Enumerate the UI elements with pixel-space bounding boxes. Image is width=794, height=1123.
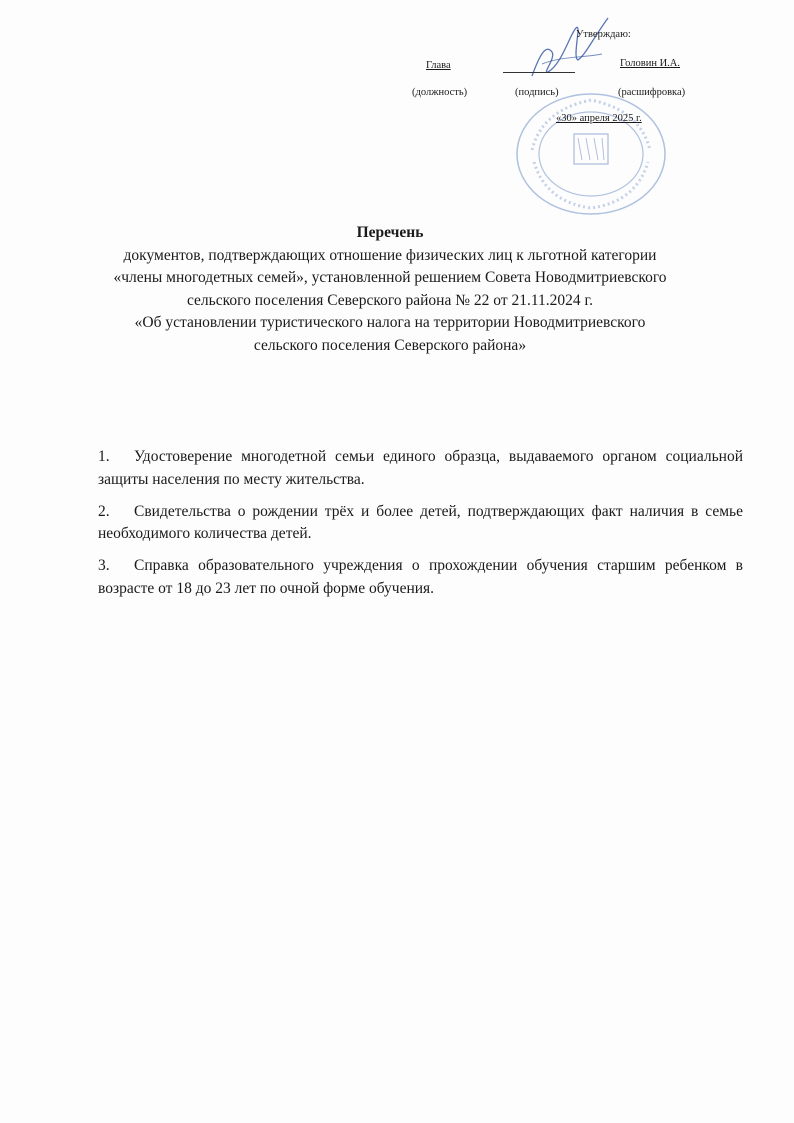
approval-title: Утверждаю: — [576, 29, 631, 40]
list-item-number: 3. — [98, 557, 110, 575]
list-item-text: Свидетельства о рождении трёх и более детей, подтверждающих факт наличия в семье необходимого количества детей. — [98, 502, 743, 543]
list-item — [98, 501, 743, 547]
list-item-number: 2. — [98, 502, 110, 520]
list-item-text: Удостоверение многодетной семьи единого образца, выдаваемого органом социальной защиты населения по месту жительства. — [98, 448, 743, 488]
document-title: Перечень — [356, 224, 424, 241]
document-heading — [40, 222, 740, 357]
list-item-number: 1. — [98, 448, 110, 465]
list-item-text: Справка образовательного учреждения о прохождении обучения старшим ребенком в возрасте от 18 до 23 лет по очной форме обучения. — [98, 557, 743, 597]
approval-date: «30» апреля 2025 г. — [556, 113, 642, 124]
heading-line: сельского поселения Северского района» — [253, 336, 527, 354]
handwritten-signature — [512, 14, 620, 84]
heading-line: «члены многодетных семей», установленной решением Совета Новодмитриевского — [113, 269, 667, 286]
list-item — [98, 446, 743, 492]
caption-name: (расшифровка) — [618, 87, 686, 98]
official-position: Глава — [426, 60, 451, 71]
official-seal — [512, 90, 670, 218]
approval-block — [0, 0, 794, 220]
document-list — [98, 446, 743, 610]
heading-line: «Об установлении туристического налога на территории Новодмитриевского — [134, 314, 646, 331]
list-item — [98, 555, 743, 601]
caption-signature: (подпись) — [515, 87, 559, 98]
signature-line — [503, 72, 575, 73]
heading-line: документов, подтверждающих отношение физических лиц к льготной категории — [123, 246, 657, 264]
caption-position: (должность) — [412, 87, 468, 98]
heading-line: сельского поселения Северского района № 22 от 21.11.2024 г. — [186, 291, 594, 309]
official-name: Головин И.А. — [620, 58, 680, 69]
